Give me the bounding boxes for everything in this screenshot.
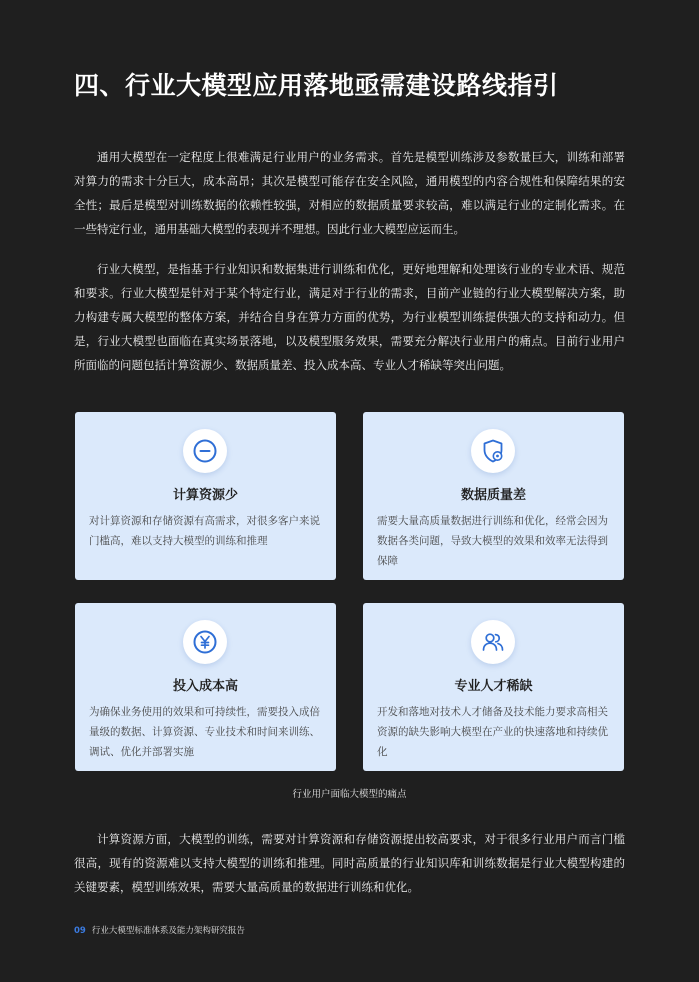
shield-gear-icon bbox=[471, 429, 515, 473]
pain-point-card-compute bbox=[75, 412, 336, 580]
body-paragraph: 通用大模型在一定程度上很难满足行业用户的业务需求。首先是模型训练涉及参数量巨大，训练和部署对算力的需求十分巨大，成本高昂；其次是模型可能存在安全风险，通用模型的内容合规性和保障结果的安全性；最后是模型对训练数据的依赖性较强，对相应的数据质量要求较高，难以满足行业的定制化需求。在一些特定行业，通用基础大模型的表现并不理想。因此行业大模型应运而生。 bbox=[74, 150, 625, 236]
section-title: 四、行业大模型应用落地亟需建设路线指引 bbox=[74, 71, 559, 100]
card-title: 投入成本高 bbox=[172, 679, 238, 694]
page-number: 09 bbox=[74, 926, 86, 936]
people-icon bbox=[471, 620, 515, 664]
figure-caption: 行业用户面临大模型的痛点 bbox=[292, 789, 407, 800]
pain-point-card-cost bbox=[75, 603, 336, 771]
card-text: 开发和落地对技术人才储备及技术能力要求高相关资源的缺失影响大模型在产业的快速落地和持续优化 bbox=[377, 706, 608, 758]
minus-circle-icon bbox=[183, 429, 227, 473]
pain-point-card-talent bbox=[363, 603, 624, 771]
card-text: 为确保业务使用的效果和可持续性，需要投入成倍量级的数据、计算资源、专业技术和时间来训练、调试、优化并部署实施 bbox=[89, 706, 320, 758]
body-paragraph: 计算资源方面，大模型的训练，需要对计算资源和存储资源提出较高要求，对于很多行业用户而言门槛很高，现有的资源难以支持大模型的训练和推理。同时高质量的行业知识库和训练数据是行业大模型构建的关键要素，模型训练效果，需要大量高质量的数据进行训练和优化。 bbox=[74, 832, 625, 894]
page-footer bbox=[74, 924, 245, 936]
card-title: 数据质量差 bbox=[460, 488, 526, 503]
card-title: 专业人才稀缺 bbox=[454, 679, 533, 694]
pain-point-card-data bbox=[363, 412, 624, 580]
footer-report-title: 行业大模型标准体系及能力架构研究报告 bbox=[91, 926, 245, 936]
card-text: 对计算资源和存储资源有高需求，对很多客户来说门槛高，难以支持大模型的训练和推理 bbox=[89, 515, 320, 547]
body-paragraph: 行业大模型，是指基于行业知识和数据集进行训练和优化，更好地理解和处理该行业的专业术语、规范和要求。行业大模型是针对于某个特定行业，满足对于行业的需求，目前产业链的行业大模型解决方案，助力构建专属大模型的整体方案，并结合自身在算力方面的优势，为行业模型训练提供强大的支持和动力。但是，行业大模型也面临在真实场景落地，以及模型服务效果，需要充分解决行业用户的痛点。目前行业用户所面临的问题包括计算资源少、数据质量差、投入成本高、专业人才稀缺等突出问题。 bbox=[74, 262, 625, 372]
yen-circle-icon bbox=[183, 620, 227, 664]
card-title: 计算资源少 bbox=[172, 488, 238, 503]
card-text: 需要大量高质量数据进行训练和优化，经常会因为数据各类问题，导致大模型的效果和效率无法得到保障 bbox=[377, 515, 608, 567]
